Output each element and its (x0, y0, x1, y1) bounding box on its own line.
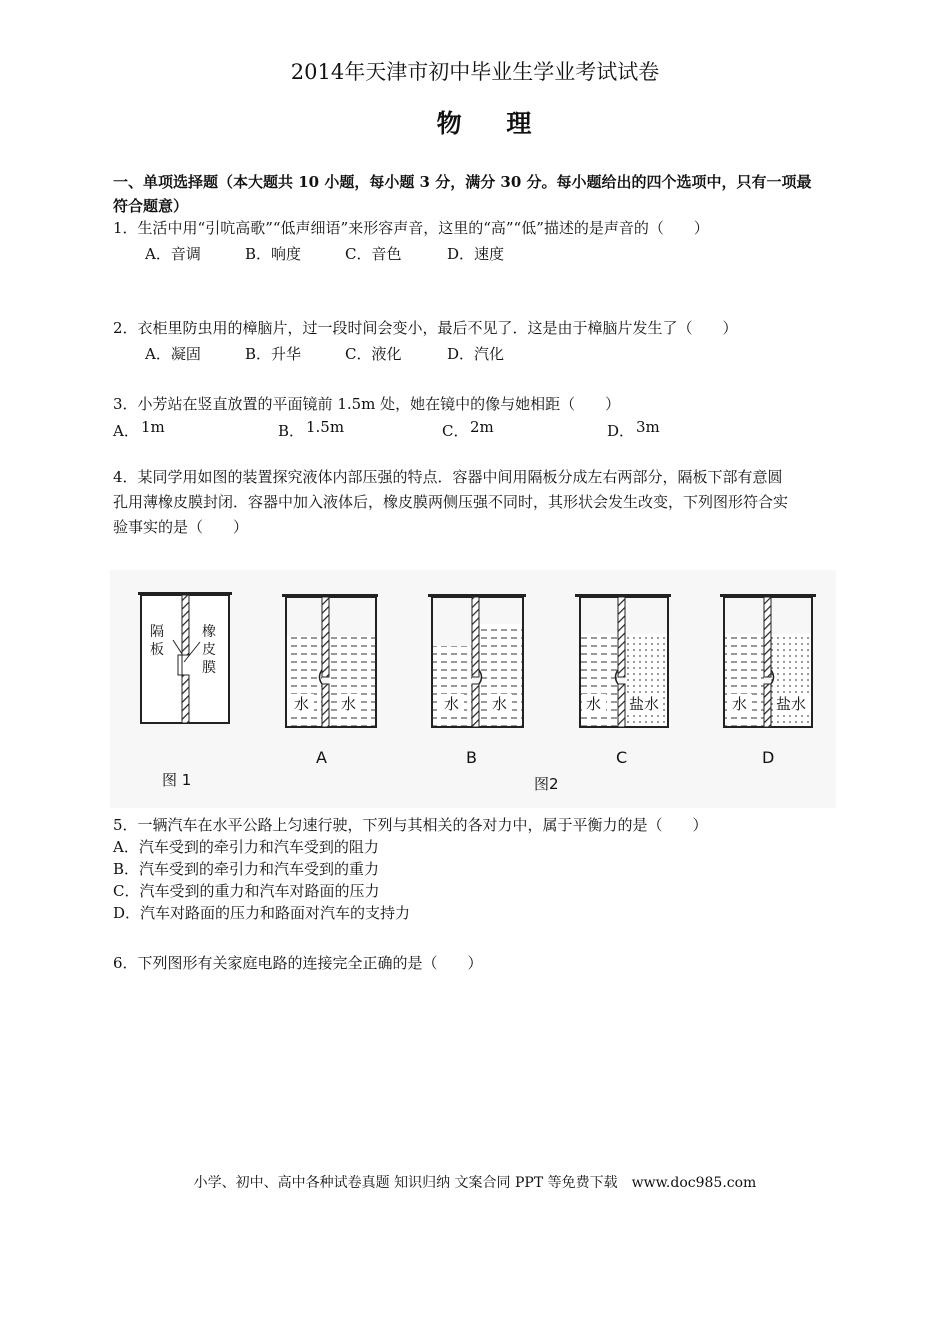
q3-value-d: 3m (636, 418, 660, 436)
q1-option-a: A．音调 (145, 245, 201, 263)
q5-option-b: B．汽车受到的牵引力和汽车受到的重力 (113, 860, 380, 878)
fig1-membrane-label-3: 膜 (202, 660, 216, 676)
question-3-stem: 3．小芳站在竖直放置的平面镜前 1.5m 处，她在镜中的像与她相距（ ） (113, 395, 621, 413)
q3-value-a: 1m (141, 418, 165, 436)
q3-option-d: D． (607, 422, 635, 440)
exam-title: 2014年天津市初中毕业生学业考试试卷 (290, 60, 660, 84)
q5-option-a: A．汽车受到的牵引力和汽车受到的阻力 (113, 838, 379, 856)
q2-option-d: D．汽化 (447, 345, 505, 363)
section-heading-line2: 符合题意） (113, 197, 189, 215)
fig1-membrane-label-1: 橡 (202, 624, 216, 640)
q5-option-d: D．汽车对路面的压力和路面对汽车的支持力 (113, 904, 411, 922)
panel-a-letter: A (316, 748, 327, 767)
question-5-stem: 5．一辆汽车在水平公路上匀速行驶，下列与其相关的各对力中，属于平衡力的是（ ） (113, 816, 708, 834)
question-4-line1: 4．某同学用如图的装置探究液体内部压强的特点．容器中间用隔板分成左右两部分，隔板下部有意圆 (113, 468, 783, 486)
question-4-line3: 验事实的是（ ） (113, 518, 249, 536)
panel-b (428, 594, 526, 767)
panel-a (282, 594, 378, 767)
q5-option-c: C．汽车受到的重力和汽车对路面的压力 (113, 882, 380, 900)
panel-b-letter: B (466, 748, 477, 767)
figure-1-caption: 图 1 (162, 771, 192, 789)
panel-b-right-liquid: 水 (492, 695, 508, 713)
section-heading (113, 170, 873, 218)
question-2-options (0, 343, 950, 365)
panel-d-right-liquid: 盐水 (776, 695, 807, 713)
panel-c-letter: C (616, 748, 628, 767)
q2-option-c: C．液化 (345, 345, 402, 363)
fig1-partition-label-2: 板 (150, 642, 164, 658)
q3-value-c: 2m (470, 418, 494, 436)
q3-option-c: C． (442, 422, 469, 440)
q1-option-b: B．响度 (245, 245, 302, 263)
section-heading-line1: 一、单项选择题（本大题共 10 小题，每小题 3 分，满分 30 分。每小题给出的四个选项中，只有一项最 (113, 173, 812, 191)
pressure-experiment-figure (110, 570, 836, 808)
q3-option-b: B． (278, 422, 305, 440)
panel-c-left-liquid: 水 (586, 695, 602, 713)
q2-option-a: A．凝固 (145, 345, 201, 363)
question-2-stem: 2．衣柜里防虫用的樟脑片，过一段时间会变小，最后不见了．这是由于樟脑片发生了（ ） (113, 319, 738, 337)
q2-option-b: B．升华 (245, 345, 302, 363)
panel-d (720, 594, 816, 767)
page-footer: 小学、初中、高中各种试卷真题 知识归纳 文案合同 PPT 等免费下载 www.doc985.com (193, 1175, 757, 1191)
panel-b-left-liquid: 水 (444, 695, 460, 713)
question-3-options (0, 418, 950, 442)
question-1-options (0, 243, 950, 265)
panel-d-letter: D (762, 748, 775, 767)
fig1-partition-label-1: 隔 (150, 624, 164, 640)
question-6-stem: 6．下列图形有关家庭电路的连接完全正确的是（ ） (113, 954, 483, 972)
q1-option-d: D．速度 (447, 245, 505, 263)
question-1-stem: 1．生活中用“引吭高歌”“低声细语”来形容声音，这里的“高”“低”描述的是声音的（ ） (113, 219, 709, 237)
panel-c-right-liquid: 盐水 (629, 695, 660, 713)
q3-option-a: A． (113, 422, 139, 440)
panel-d-left-liquid: 水 (732, 695, 748, 713)
q3-value-b: 1.5m (306, 418, 345, 436)
figure-1-container (138, 592, 232, 789)
panel-a-right-liquid: 水 (341, 695, 357, 713)
panel-c (575, 594, 671, 767)
panel-a-left-liquid: 水 (294, 695, 310, 713)
fig1-membrane-label-2: 皮 (202, 642, 216, 658)
question-4-line2: 孔用薄橡皮膜封闭．容器中加入液体后，橡皮膜两侧压强不同时，其形状会发生改变，下列图形符合实 (113, 493, 789, 511)
q1-option-c: C．音色 (345, 245, 402, 263)
subject-title: 物 理 (436, 109, 550, 138)
figure-2-caption: 图2 (534, 775, 559, 793)
